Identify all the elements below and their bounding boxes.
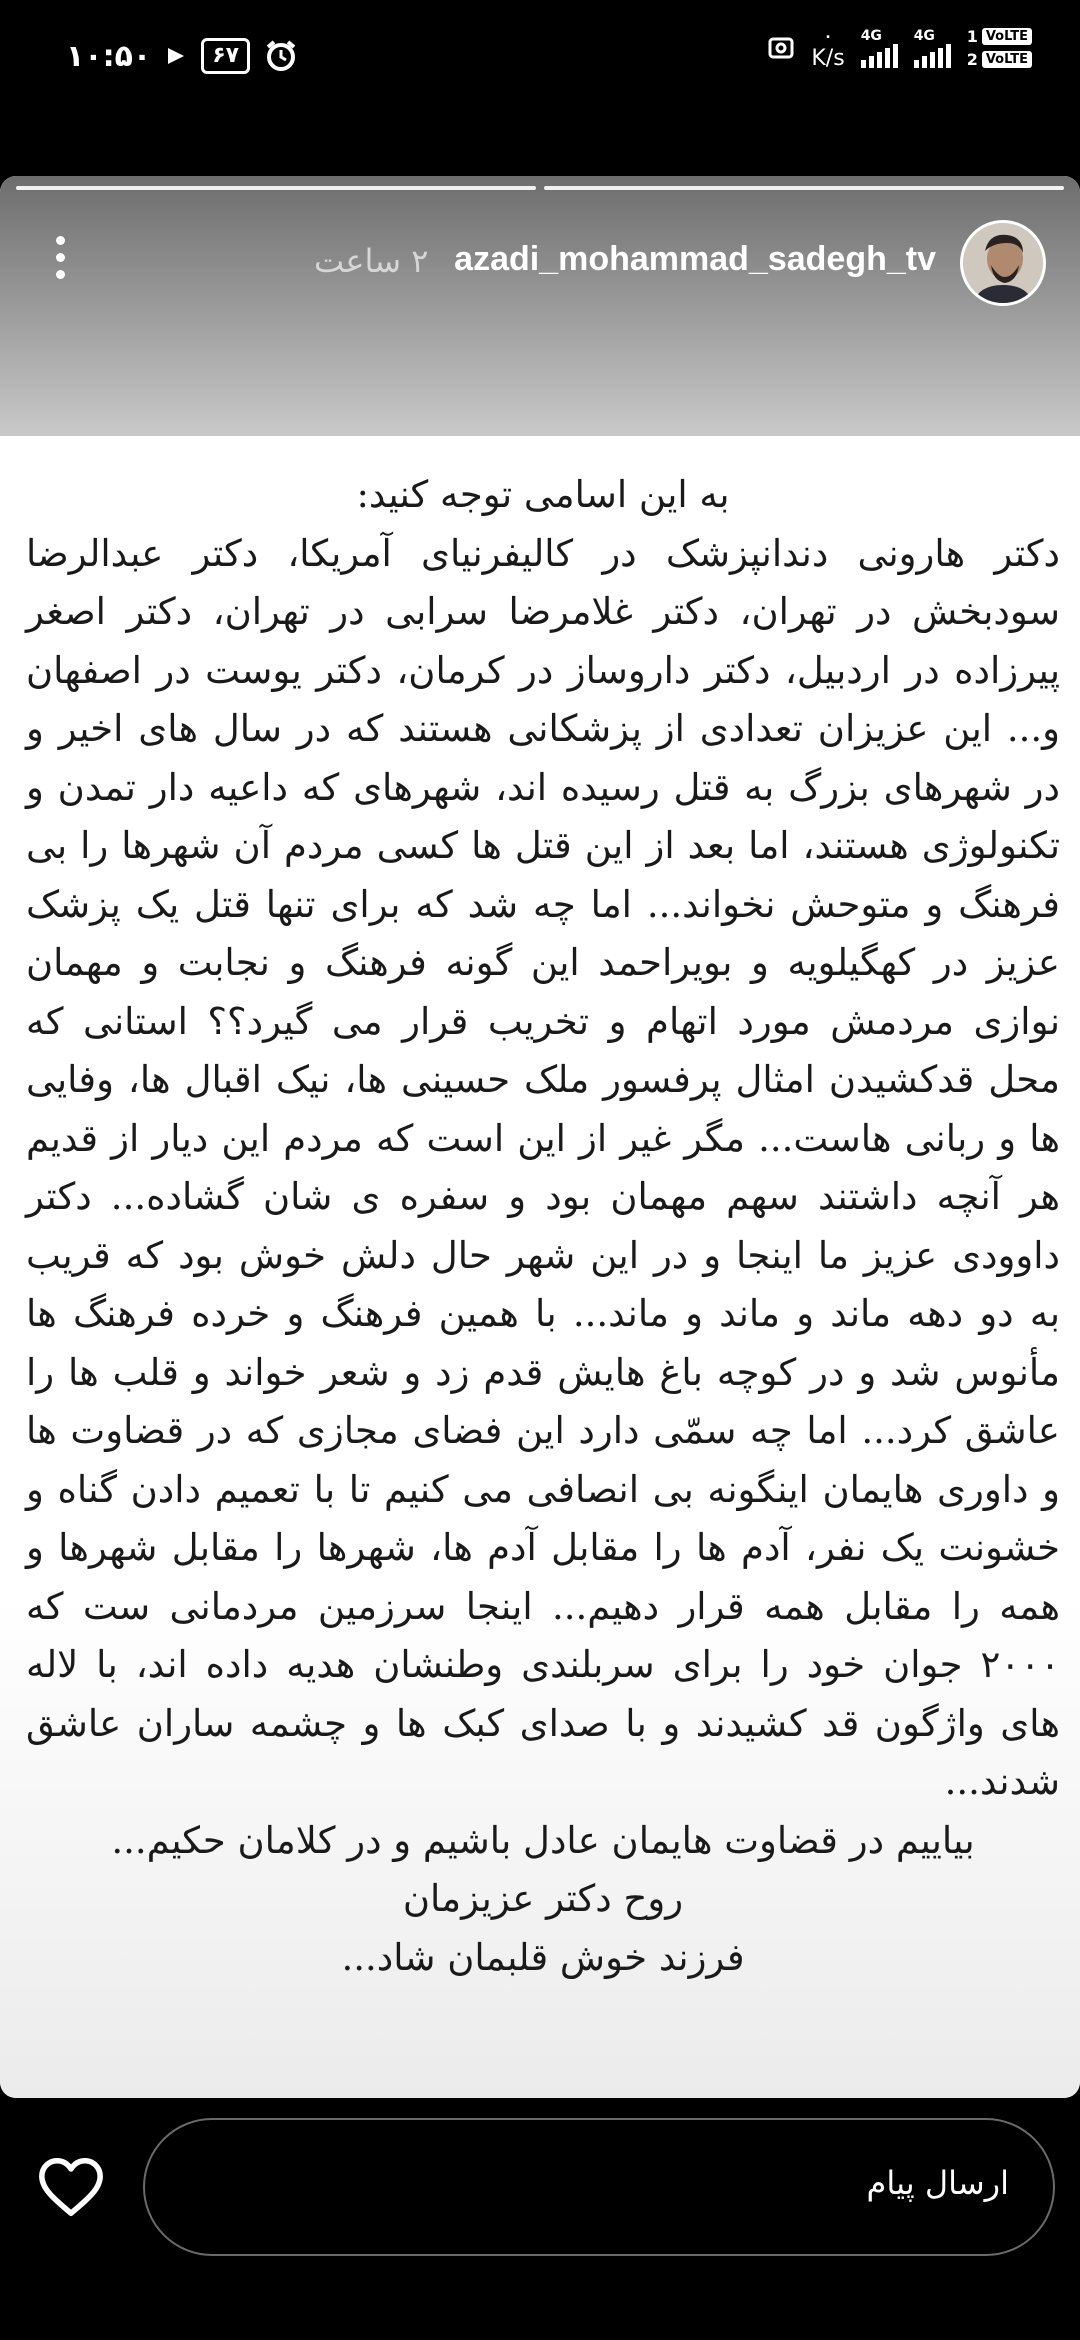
battery-indicator: ۶۷ bbox=[201, 38, 250, 74]
volte-sim2 bbox=[967, 50, 1032, 69]
avatar-photo bbox=[963, 223, 1043, 303]
avatar[interactable] bbox=[960, 220, 1046, 306]
progress-segment bbox=[16, 186, 536, 190]
volte-badge-2: VoLTE bbox=[982, 51, 1032, 68]
note-heading: به این اسامی توجه کنید: bbox=[356, 473, 730, 516]
story-header bbox=[0, 176, 1080, 436]
network-speed-value: ٠ bbox=[822, 24, 834, 49]
signal-sim2-icon bbox=[914, 28, 951, 68]
story-username[interactable]: azadi_mohammad_sadegh_tv bbox=[454, 240, 936, 278]
send-message-placeholder: ارسال پیام bbox=[866, 2164, 1009, 2202]
heart-icon[interactable] bbox=[36, 2152, 106, 2222]
reply-bar bbox=[0, 2098, 1080, 2340]
network-speed-unit: K/s bbox=[811, 46, 845, 71]
story-time-ago: ۲ ساعت bbox=[314, 242, 429, 280]
story-note-image bbox=[0, 436, 1080, 2098]
volte-sim1 bbox=[967, 27, 1032, 46]
send-message-input[interactable] bbox=[143, 2118, 1055, 2256]
story-viewer[interactable] bbox=[0, 176, 1080, 2098]
note-body: دکتر هارونی دندانپزشک در کالیفرنیای آمریکا، دکتر عبدالرضا سودبخش در تهران، دکتر غلامرضا سرابی در تهران، دکتر اصغر پیرزاده در اردبیل، دکتر داروساز در کرمان، دکتر یوست در اصفهان و... این عزیزان تعدادی از پزشکانی هستند که در سال های اخیر و در شهرهای بزرگ به قتل رسیده اند، شهرهای که داعیه دار تمدن و تکنولوژی هستند، اما بعد از این قتل ها کسی مردم آن شهرها را بی فرهنگ و متوحش نخواند... اما چه شد که برای تنها قتل یک پزشک عزیز در کهگیلویه و بویراحمد این گونه فرهنگ و نجابت و مهمان نوازی مردمش مورد اتهام و تخریب قرار می گیرد؟؟ استانی که محل قدکشیدن امثال پرفسور ملک حسینی ها، نیک اقبال ها، وفایی ها و ربانی هاست... مگر غیر از این است که مردم این دیار از قدیم هر آنچه داشتند سهم مهمان بود و سفره ی شان گشاده... دکتر داوودی عزیز ما اینجا و در این شهر حال دلش خوش بود که قریب به دو دهه ماند و ماند و ماند... با همین فرهنگ و خرده فرهنگ ها مأنوس شد و در کوچه باغ هایش قدم زد و شعر خواند و قلب ها را عاشق کرد... اما چه سمّی دارد این فضای مجازی که در قضاوت ها و داوری هایمان اینگونه بی انصافی می کنیم تا با تعمیم دادن گناه و خشونت یک نفر، آدم ها را مقابل آدم ها، شهرها را مقابل شهرها و همه را مقابل همه قرار دهیم... اینجا سرزمین مردمانی ست که ۲۰۰۰ جوان خود را برای سربلندی وطنشان هدیه داده اند، با لاله های واژگون قد کشیدند و با صدای کبک ها و چشمه ساران عاشق شدند... bbox=[26, 531, 1060, 1803]
notification-arrow-icon bbox=[165, 45, 187, 67]
network-type-label: 4G bbox=[860, 28, 882, 44]
sim2-number: 2 bbox=[966, 50, 978, 69]
note-text bbox=[26, 466, 1060, 1987]
progress-segment bbox=[544, 186, 1064, 190]
status-bar bbox=[0, 0, 1080, 120]
signal-sim1-icon bbox=[861, 28, 898, 68]
volte-indicators bbox=[967, 27, 1032, 69]
alarm-icon bbox=[264, 39, 298, 73]
screenshot-icon bbox=[767, 34, 795, 62]
status-right bbox=[767, 26, 1032, 70]
note-line-3: روح دکتر عزیزمان bbox=[402, 1877, 684, 1920]
story-progress bbox=[16, 186, 1064, 190]
more-options-icon[interactable] bbox=[48, 236, 72, 279]
network-type-label-2: 4G bbox=[913, 28, 935, 44]
note-line-2: بیاییم در قضاوت هایمان عادل باشیم و در کلامان حکیم... bbox=[111, 1818, 975, 1862]
status-left bbox=[66, 38, 298, 74]
note-line-4: فرزند خوش قلبمان شاد... bbox=[341, 1935, 745, 1979]
clock: ۱۰:۵۰ bbox=[66, 38, 152, 74]
sim1-number: 1 bbox=[966, 27, 978, 46]
network-speed bbox=[811, 26, 844, 70]
volte-badge: VoLTE bbox=[982, 28, 1032, 45]
